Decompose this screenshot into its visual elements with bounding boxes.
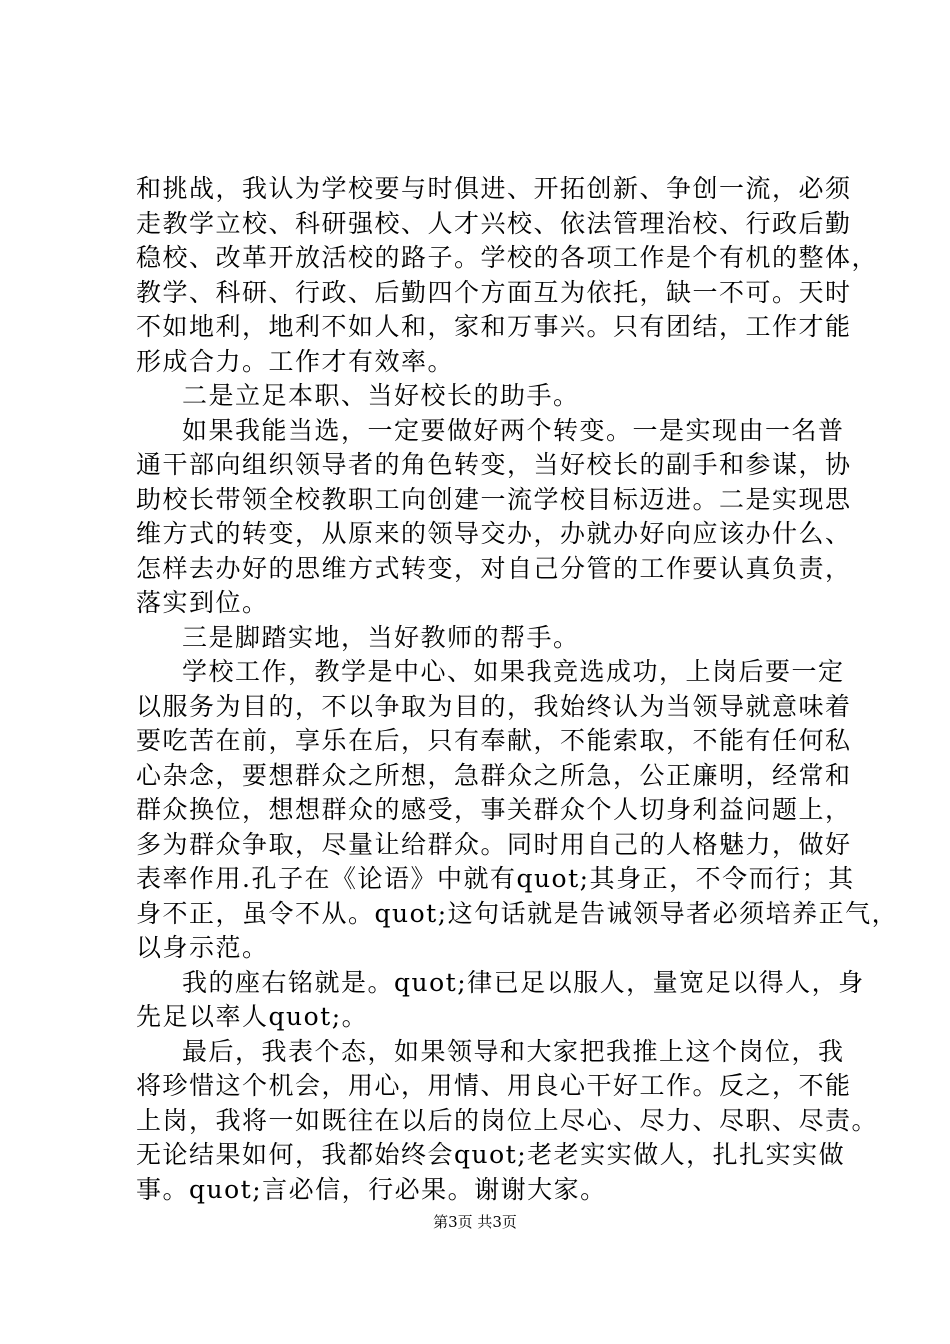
text-line: 三是脚踏实地，当好教师的帮手。 bbox=[182, 622, 580, 652]
text-line: 要吃苦在前，享乐在后，只有奉献，不能索取，不能有任何私 bbox=[136, 726, 852, 755]
text-line: 以服务为目的，不以争取为目的，我始终认为当领导就意味着 bbox=[136, 691, 852, 721]
text-line: 如果我能当选，一定要做好两个转变。一是实现由一名普 bbox=[182, 415, 845, 445]
text-line: 二是立足本职、当好校长的助手。 bbox=[182, 381, 580, 410]
text-line: 表率作用.孔子在《论语》中就有quot;其身正，不令而行；其 bbox=[136, 864, 855, 893]
text-line: 心杂念，要想群众之所想，急群众之所急，公正廉明，经常和 bbox=[136, 760, 852, 790]
text-line: 多为群众争取，尽量让给群众。同时用自己的人格魅力，做好 bbox=[136, 829, 852, 859]
text-line: 事。quot;言必信，行必果。谢谢大家。 bbox=[136, 1174, 607, 1204]
text-line: 助校长带领全校教职工向创建一流学校目标迈进。二是实现思 bbox=[136, 484, 852, 514]
text-line: 先足以率人quot;。 bbox=[136, 1002, 369, 1031]
text-line: 维方式的转变，从原来的领导交办，办就办好向应该办什么、 bbox=[136, 519, 852, 548]
text-line: 群众换位，想想群众的感受，事关群众个人切身利益问题上， bbox=[136, 795, 852, 824]
text-line: 稳校、改革开放活校的路子。学校的各项工作是个有机的整体， bbox=[136, 243, 879, 272]
text-line: 走教学立校、科研强校、人才兴校、依法管理治校、行政后勤 bbox=[136, 208, 852, 238]
text-line: 最后，我表个态，如果领导和大家把我推上这个岗位，我 bbox=[182, 1036, 845, 1066]
text-line: 和挑战，我认为学校要与时俱进、开拓创新、争创一流，必须 bbox=[136, 174, 852, 203]
text-line: 教学、科研、行政、后勤四个方面互为依托，缺一不可。天时 bbox=[136, 277, 852, 307]
text-line: 学校工作，教学是中心、如果我竞选成功，上岗后要一定 bbox=[182, 657, 845, 686]
text-line: 通干部向组织领导者的角色转变，当好校长的副手和参谋，协 bbox=[136, 450, 852, 479]
text-line: 我的座右铭就是。quot;律已足以服人，量宽足以得人，身 bbox=[182, 967, 865, 997]
text-line: 怎样去办好的思维方式转变，对自己分管的工作要认真负责， bbox=[136, 553, 852, 583]
text-line: 将珍惜这个机会，用心，用情、用良心干好工作。反之，不能 bbox=[136, 1071, 852, 1100]
text-line: 无论结果如何，我都始终会quot;老老实实做人，扎扎实实做 bbox=[136, 1140, 846, 1169]
text-line: 上岗，我将一如既往在以后的岗位上尽心、尽力、尽职、尽责。 bbox=[136, 1105, 879, 1135]
text-line: 不如地利，地利不如人和，家和万事兴。只有团结，工作才能 bbox=[136, 312, 852, 341]
text-line: 形成合力。工作才有效率。 bbox=[136, 346, 455, 376]
text-line: 落实到位。 bbox=[136, 588, 269, 617]
page-footer: 第3页 共3页 bbox=[433, 1213, 517, 1231]
text-line: 以身示范。 bbox=[136, 933, 269, 962]
text-line: 身不正，虽令不从。quot;这句话就是告诫领导者必须培养正气， bbox=[136, 898, 899, 928]
document-body bbox=[136, 172, 899, 1207]
